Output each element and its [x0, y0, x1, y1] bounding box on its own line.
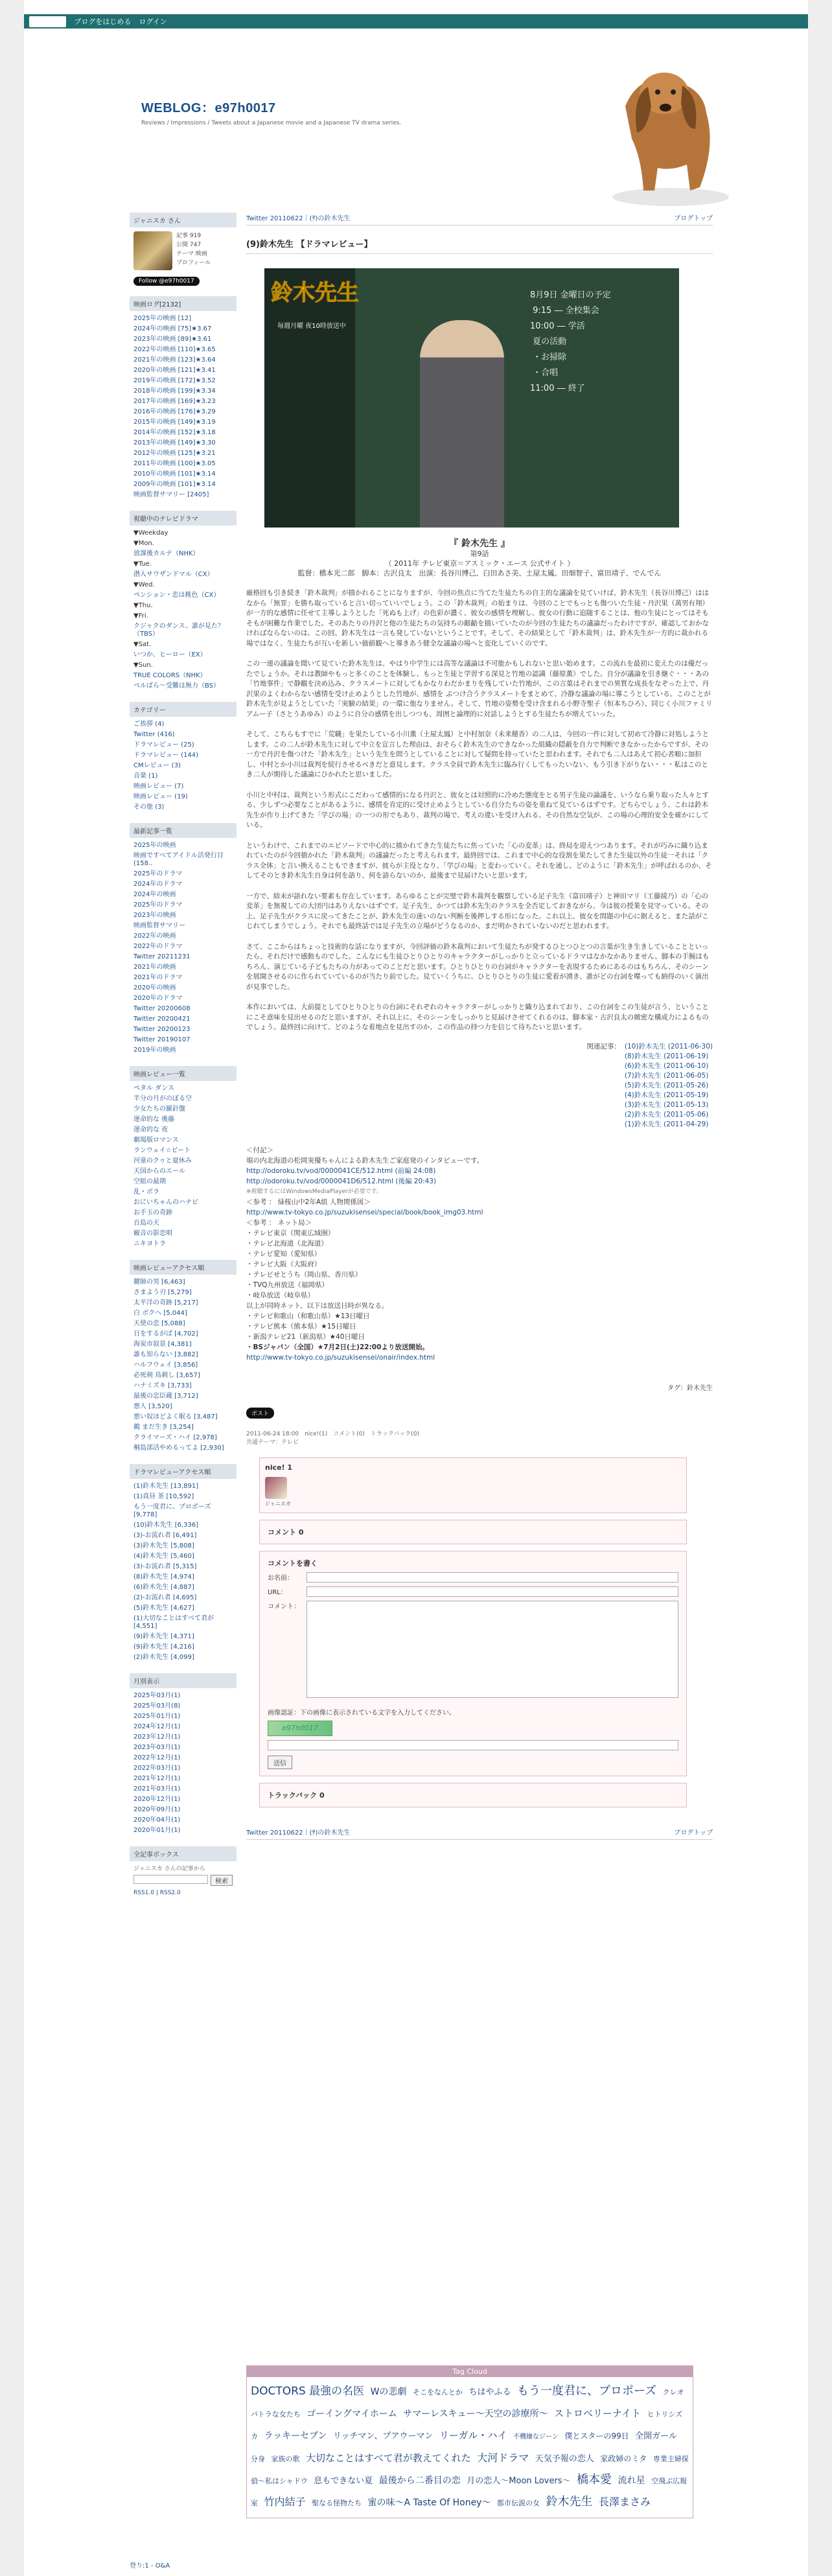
- start-blog-link[interactable]: ブログをはじめる: [74, 17, 132, 26]
- list-item[interactable]: (1)大切なことはすべて君が [4,551]: [133, 1615, 214, 1630]
- list-item[interactable]: Twitter 20200608: [133, 1005, 191, 1012]
- credits: [246, 539, 713, 578]
- appendix-line: ・BSジャパン（全国）★7月2日(土)22:00より放送開始。: [246, 1343, 429, 1351]
- related-link[interactable]: (5)鈴木先生 (2011-05-26): [624, 1081, 709, 1089]
- tag-link[interactable]: DOCTORS 最強の名医: [251, 2385, 365, 2398]
- appendix-line: 以上が同時ネット、以下は放送日時が異なる。: [246, 1301, 389, 1310]
- episode: 第9話: [470, 550, 489, 558]
- tag-link[interactable]: そこをなんとか: [412, 2388, 463, 2396]
- list-item[interactable]: 2009年の映画 [101]★3.14: [133, 481, 216, 488]
- archive-heading: 映画ログ[2132]: [130, 296, 237, 311]
- list-item[interactable]: 2011年の映画 [100]★3.05: [133, 460, 216, 467]
- twitter-follow-button[interactable]: Follow @e97h0017: [133, 277, 200, 286]
- staff-cast: 監督：橋本光二郎 脚本：古沢良太 出演：長谷川博己、臼田あさ美、土屋太鳳、田畑智子、富田靖子、でんでん: [297, 569, 662, 577]
- list-item[interactable]: 2022年12月(1): [133, 1754, 181, 1761]
- list-item[interactable]: 2024年のドラマ: [133, 881, 183, 888]
- tv-list: [130, 526, 237, 694]
- list-item[interactable]: 2025年の映画 [12]: [133, 315, 192, 322]
- list-item[interactable]: 2019年の映画 [172]★3.52: [133, 377, 216, 384]
- list-item[interactable]: 乱・ボラ: [133, 1189, 159, 1196]
- paragraph: 一方で、結末が語れない要素も存在しています。あらゆることが完璧で鈴木裁判を観察している足子先生（富田靖子）と神田マリ（工藤綾乃）の「心の変革」を無視しての大団円はありえないはずです。足子先生、かつては鈴木先生のクラスを全否定しておきながら、今は彼の授業を見守っている。その上、足子先生がクラスに戻ってきたことが、鈴木先生の迷いのない判断を後押しする形になった。これ以上、彼女を問題の中心に据えると、また話がこじれてしまうでしょう。それでも最終話では足子先生の立場がどうなるのか、まだ明かされていないのだと思われます。: [246, 892, 709, 930]
- related-link[interactable]: (3)鈴木先生 (2011-05-13): [624, 1100, 709, 1109]
- dachshund-illustration: [586, 35, 748, 216]
- list-item[interactable]: 2025年のドラマ: [133, 901, 183, 909]
- list-item[interactable]: ニキヨトラ: [133, 1240, 166, 1247]
- appendix-link[interactable]: http://www.tv-tokyo.co.jp/suzukisensei/special/book/book_img03.html: [246, 1208, 483, 1216]
- trackback-box: [259, 1783, 687, 1807]
- list-item[interactable]: 2023年03月(1): [133, 1744, 181, 1751]
- blog-description: Reviews / Impressions / Tweets about a Japanese movie and a Japanese TV drama series.: [141, 120, 402, 126]
- list-item[interactable]: (1)真昼 茶 [10,592]: [133, 1493, 194, 1500]
- broadcast-info[interactable]: （ 2011年 テレビ東京＝アスミック・エース 公式サイト ）: [384, 559, 575, 568]
- list-item[interactable]: 2024年の映画: [133, 891, 176, 898]
- related-link[interactable]: (1)鈴木先生 (2011-04-29): [624, 1120, 709, 1128]
- list-item[interactable]: 2021年のドラマ: [133, 974, 183, 981]
- related-link[interactable]: (10)鈴木先生 (2011-06-30): [624, 1042, 713, 1050]
- drama-list: [130, 1479, 237, 1665]
- list-item[interactable]: 劇場版ロマンス: [133, 1137, 179, 1144]
- list-item[interactable]: (10)鈴木先生 [6,336]: [133, 1522, 199, 1529]
- list-item[interactable]: Twitter 20200421: [133, 1015, 191, 1023]
- list-item[interactable]: 映画ですべてアイドル活発行目(158..: [133, 852, 224, 867]
- list-item[interactable]: 音楽 (1): [133, 772, 158, 780]
- tag-link[interactable]: Wの悲劇: [370, 2387, 407, 2397]
- list-item[interactable]: 2025年03月(8): [133, 1702, 181, 1710]
- appendix-link[interactable]: http://odoroku.tv/vod/0000041CE/512.html (前編 24:08): [246, 1166, 436, 1175]
- list-item: ▼Tue.: [133, 561, 152, 568]
- list-item[interactable]: さまよう刃 [5,279]: [133, 1289, 192, 1296]
- list-item[interactable]: 2018年の映画 [199]★3.34: [133, 388, 216, 395]
- list-item[interactable]: 鵜 まだ生き [3,254]: [133, 1424, 194, 1431]
- related-link[interactable]: (8)鈴木先生 (2011-06-19): [624, 1052, 709, 1060]
- url-label: URL：: [268, 1589, 287, 1596]
- appendix-line: ・テレビせとうち（岡山県、香川県）: [246, 1270, 362, 1279]
- list-item[interactable]: 2021年の映画: [133, 964, 176, 971]
- airtime-text: 毎週月曜 夜10時放送中: [277, 323, 346, 330]
- list-item[interactable]: TRUE COLORS（NHK）: [133, 672, 207, 679]
- tag-link[interactable]: 家族の歌: [271, 2455, 300, 2463]
- list-item[interactable]: 映画レビュー (7): [133, 783, 184, 790]
- login-link[interactable]: ログイン: [139, 17, 167, 26]
- list-item[interactable]: おにいちゃんのハナビ: [133, 1199, 198, 1206]
- list-item[interactable]: 運命的な 夜: [133, 1126, 168, 1133]
- tag-link[interactable]: リーガル・ハイ: [439, 2430, 507, 2441]
- appendix-line: ・新潟テレビ21（新潟県）★40日曜日: [246, 1332, 365, 1341]
- tag-cloud-words: [247, 2377, 693, 2518]
- list-item[interactable]: 2016年の映画 [176]★3.29: [133, 408, 216, 415]
- comment-textarea[interactable]: [306, 1601, 678, 1698]
- list-item[interactable]: (2)-お流れ者 [4,695]: [133, 1594, 197, 1601]
- list-item[interactable]: 2021年の映画 [123]★3.64: [133, 356, 216, 364]
- prev-next-links[interactable]: Twitter 20110622｜(ｻ)の鈴木先生: [246, 215, 351, 222]
- sidebar: [130, 213, 237, 1899]
- recent-list: [130, 838, 237, 1058]
- list-item[interactable]: 天使の恋 [5,088]: [133, 1320, 185, 1327]
- list-item[interactable]: Twitter 20211231: [133, 953, 191, 960]
- appendix-line: ＜参考 ： 緑桜山中2年A組 人物関係図＞: [246, 1198, 371, 1206]
- list-item[interactable]: 2025年のドラマ: [133, 870, 183, 877]
- post-meta-line[interactable]: 共通テーマ：テレビ: [246, 1439, 299, 1446]
- list-item[interactable]: 鍵師の男 [6,463]: [133, 1279, 185, 1286]
- list-item[interactable]: ご挨拶 (4): [133, 721, 165, 728]
- list-item[interactable]: ペタル ダンス: [133, 1085, 174, 1092]
- tag-link[interactable]: 橋本愛: [577, 2473, 612, 2487]
- appendix-line: ・テレビ熊本（熊本県）★15日曜日: [246, 1322, 356, 1330]
- list-item: ▼Weekday: [133, 529, 168, 537]
- trackback-count: トラックバック 0: [268, 1791, 325, 1800]
- tag-link[interactable]: 聖なる怪物たち: [312, 2499, 362, 2507]
- tag-link[interactable]: 家政婦のミタ: [600, 2454, 647, 2463]
- nice-count: nice! 1: [265, 1463, 293, 1472]
- list-item[interactable]: (9)鈴木先生 [4,371]: [133, 1633, 194, 1640]
- access-list: [130, 1275, 237, 1456]
- list-item[interactable]: 2022年の映画 [110]★3.65: [133, 346, 216, 353]
- list-item[interactable]: ハルフウェイ [3,856]: [133, 1362, 198, 1369]
- blog-top-link[interactable]: ブログトップ: [674, 1829, 713, 1837]
- tag-cloud-heading: Tag Cloud: [247, 2366, 693, 2377]
- comment-form: [259, 1551, 687, 1776]
- profile-line: 公開 747: [176, 242, 202, 248]
- list-item[interactable]: 2023年の映画 [89]★3.61: [133, 336, 212, 343]
- appendix-link[interactable]: http://odoroku.tv/vod/0000041D6/512.html (後編 20:43): [246, 1177, 437, 1185]
- tag-link[interactable]: 専業主婦探偵～私はシャドウ: [251, 2455, 689, 2485]
- tweet-button[interactable]: ポスト: [246, 1408, 274, 1419]
- list-item[interactable]: 2024年12月(1): [133, 1723, 181, 1730]
- blog-title[interactable]: WEBLOG：e97h0017: [141, 101, 276, 115]
- tag-link[interactable]: 大河ドラマ: [477, 2452, 529, 2464]
- appendix-line: ＜参考 ： ネット局＞: [246, 1218, 312, 1227]
- nice-box: [259, 1457, 687, 1513]
- list-item[interactable]: もう一度君に、プロポーズ [9,778]: [133, 1503, 211, 1518]
- list-item[interactable]: 2024年の映画 [75]★3.67: [133, 325, 212, 332]
- list-item[interactable]: 空組の最期: [133, 1178, 166, 1185]
- comment-form-title: コメントを書く: [268, 1559, 318, 1568]
- list-item: ▼Sat.: [133, 641, 152, 648]
- main-content: [246, 213, 713, 1840]
- post-meta: [246, 1430, 713, 1447]
- blog-header: [141, 97, 660, 126]
- post-nav: [246, 213, 713, 226]
- list-item[interactable]: その他 (3): [133, 804, 165, 811]
- appendix-link[interactable]: http://www.tv-tokyo.co.jp/suzukisensei/onair/index.html: [246, 1353, 435, 1362]
- list-item[interactable]: (1)鈴木先生 [13,891]: [133, 1483, 199, 1490]
- list-item[interactable]: 必死剣 鳥刺し [3,657]: [133, 1372, 200, 1379]
- divider: [246, 253, 713, 254]
- list-item[interactable]: CMレビュー (3): [133, 762, 181, 769]
- list-item[interactable]: ランウェイ☆ビート: [133, 1147, 191, 1154]
- top-bar: [24, 14, 808, 29]
- blackboard-text: 8月9日 金曜日の予定 9:15 ― 全校集会 10:00 ― 学活 夏の活動 ・お掃除 ・合唱 11:00 ― 終了: [530, 290, 611, 393]
- rss-links[interactable]: RSS1.0 | RSS2.0: [133, 1890, 181, 1896]
- list-item[interactable]: 日をするがば [4,702]: [133, 1330, 198, 1338]
- captcha-input[interactable]: [268, 1740, 678, 1750]
- tag-link[interactable]: クレオパトラな女たち: [251, 2388, 684, 2419]
- captcha-image: e97h0017: [268, 1721, 332, 1736]
- url-field[interactable]: [306, 1586, 678, 1597]
- tag-link[interactable]: ゴーイングマイホーム: [306, 2409, 397, 2419]
- list-item[interactable]: 2023年の映画: [133, 912, 176, 919]
- list-item: ▼Thu.: [133, 602, 153, 609]
- list-item[interactable]: Twitter (416): [133, 731, 175, 738]
- related-link[interactable]: (4)鈴木先生 (2011-05-19): [624, 1091, 709, 1099]
- search-heading: 全記事ボックス: [130, 1846, 237, 1861]
- list-item[interactable]: 2020年04月(1): [133, 1816, 181, 1824]
- name-label: お名前：: [268, 1575, 294, 1582]
- appendix-line: ・テレビ北海道（北海道）: [246, 1239, 328, 1247]
- list-item[interactable]: 映画監督サマリー [2405]: [133, 491, 209, 498]
- paragraph: この一連の議論を聞いて見ていた鈴木先生は、やはり中学生には高等な議論は不可能かもしれないと思い始めます。この流れを最初に変えたのは優だったでしょうか。それは教師やもっと多くのことを体験し、もっと生徒と学習する深見と竹地の認識（藤原薫）でした。自分が議論を引き継ぐ・・・あの「竹地事件」で静観を決め込み、クラスメートに対してもかなりわだかまりを残していた竹地が、この言葉はそれまでの異質な成長をなぞった上で、丹沢果のよくわからない感情を受け止めようとした竹地が、感情を ぶつけ合うクラスメートをまとめて、冷静な議論の場に導こうとしている。このことが鈴木先生が見ようとしていた「実験の結果」の一環に他なりません。そして、竹地の姿勢を受け含まれる小野寺聖子（恒本ちひろ）、同じく小川ファミリアムー子（さとうあゆみ）のように自分の感情を出しつつも、周囲と論理的に対話しようとする生徒たちが増えていった。: [246, 660, 713, 718]
- list-item[interactable]: ドラマレビュー (144): [133, 752, 199, 759]
- month-list: [130, 1688, 237, 1839]
- list-item[interactable]: 2020年の映画: [133, 984, 176, 992]
- list-item: ▼Mon.: [133, 540, 154, 547]
- tag-link[interactable]: ラッキーセブン: [264, 2431, 327, 2441]
- name-field[interactable]: [306, 1572, 678, 1583]
- list-item[interactable]: 2020年の映画 [121]★3.41: [133, 367, 216, 374]
- category-list: [130, 717, 237, 815]
- list-item[interactable]: ハナミズキ [3,733]: [133, 1382, 192, 1389]
- list-item[interactable]: 2014年の映画 [152]★3.18: [133, 429, 216, 436]
- tag-link[interactable]: 空飛ぶ広報室: [251, 2477, 688, 2507]
- tag-link[interactable]: 僕とスターの99日: [564, 2431, 629, 2441]
- list-item[interactable]: 放課後カルテ（NHK）: [133, 550, 200, 557]
- list-item[interactable]: ベルばら～受難は無力（BS）: [133, 682, 220, 690]
- search-description: ジャニスカ さんの記事から: [133, 1866, 205, 1872]
- list-item[interactable]: 悪人 [3,520]: [133, 1403, 172, 1410]
- tag-link[interactable]: リッチマン、プアウーマン: [332, 2431, 433, 2441]
- list-item[interactable]: 2021年12月(1): [133, 1775, 181, 1782]
- drama-logo: 鈴木先生: [271, 280, 359, 306]
- tag-link[interactable]: 蜜の味～A Taste Of Honey～: [367, 2498, 491, 2508]
- access-heading: 映画レビューアクセス順: [130, 1260, 237, 1275]
- list-item[interactable]: 少女たちの羅針盤: [133, 1106, 185, 1113]
- profile-box: [130, 227, 237, 274]
- list-item[interactable]: (3)-お流れ者 [6,491]: [133, 1532, 197, 1539]
- tag-line[interactable]: タグ：鈴木先生: [667, 1384, 713, 1392]
- list-item[interactable]: 2020年のドラマ: [133, 995, 183, 1002]
- paragraph: 本作においては、大前提としてひとりひとりの台詞にそれぞれのキャラクターがしっかりと織り込まれており、この台詞をこの生徒が言う、ということにこそ意味を見出せるのだと思いますが、それ以上に、そのシーンをしっかりと見届けさせてくれるのは、脚本家・古沢良太の緻密な構成力によるものでしょう。最終回に向けて、どのような着地点を見出すのか、この作品の持つ力を信じて待ちたいと思います。: [246, 1003, 709, 1031]
- related-link[interactable]: (6)鈴木先生 (2011-06-10): [624, 1062, 709, 1070]
- tag-link[interactable]: 全開ガール: [635, 2431, 677, 2441]
- profile-heading: ジャニスカ さん: [130, 213, 237, 227]
- appendix-line: 堀の内北海道の松岡実優ちゃんによる鈴木先生ご家庭発のインタビューです。: [246, 1156, 484, 1165]
- comments-count: コメント 0: [268, 1527, 304, 1537]
- post-title[interactable]: (9)鈴木先生 【ドラマレビュー】: [246, 240, 373, 249]
- list-item[interactable]: 2022年のドラマ: [133, 943, 183, 950]
- archive-list: [130, 311, 237, 503]
- tag-link[interactable]: 天気予報の恋人: [535, 2454, 594, 2464]
- search-input[interactable]: [133, 1875, 208, 1884]
- list-item[interactable]: 2017年の映画 [169]★3.23: [133, 398, 216, 405]
- recent-heading: 最新記事一覧: [130, 823, 237, 838]
- prev-next-links[interactable]: Twitter 20110622｜(ｻ)の鈴木先生: [246, 1829, 351, 1837]
- footer-links[interactable]: 登り:1 - O&A: [130, 2562, 170, 2570]
- captcha-description: 画像認証：下の画像に表示されている文字を入力してください。: [268, 1709, 456, 1717]
- tag-link[interactable]: 月の恋人～Moon Lovers～: [467, 2476, 571, 2486]
- list-item[interactable]: 2021年03月(1): [133, 1785, 181, 1793]
- appendix: [246, 1145, 713, 1363]
- appendix-line: ＜付記＞: [246, 1146, 273, 1154]
- list-item[interactable]: 2020年12月(1): [133, 1796, 181, 1803]
- list-item[interactable]: ドラマレビュー (25): [133, 741, 194, 748]
- related-posts: [246, 1042, 713, 1130]
- list-item[interactable]: 太平洋の奇跡 [5,217]: [133, 1299, 198, 1306]
- list-item[interactable]: いつか、ヒーロー（EX）: [133, 651, 207, 658]
- list-item[interactable]: (3)鈴木先生 [5,808]: [133, 1542, 194, 1549]
- list-item[interactable]: (6)鈴木先生 [4,887]: [133, 1584, 194, 1591]
- paragraph: さて、ここからはちょっと技術的な話になりますが、今回評価の鈴木裁判において生徒たちが発するひとつひとつの言葉が生き生きしていることといったら、それだけで感動ものでした。こんなにも生徒ひとりひとりのキャラクターがしっかりと立っているドラマはなかなかありません。脚本の手腕はもちろん、演じている子どもたちの力があってのことだと思います。ひとりひとりの台詞がキャラクターを表現するためにあるのはもちろん、そのシーンを展開させるのに作られていているのが当たり前でした。見ていくうちに、ひとりひとりの生徒に愛着が湧き、誰がどの台詞を喋っても納得のいく演出が見事でした。: [246, 942, 710, 991]
- tag-cloud: [246, 2365, 693, 2518]
- list-item[interactable]: 百島の天: [133, 1220, 159, 1227]
- appendix-line: ・岐阜放送（岐阜県）: [246, 1291, 314, 1299]
- list-item: ▼Fri.: [133, 612, 148, 620]
- list-item[interactable]: 2020年01月(1): [133, 1827, 181, 1834]
- submit-button[interactable]: 送信: [268, 1756, 292, 1769]
- paragraph: 厳格回も引き続き「鈴木裁判」が描かれることになりますが、今回の焦点に当てた生徒たちの自主的な議論を見ていけば、鈴木先生（長谷川博己）ははなから「無罪」を勝ち取っていると言い切っていいでしょう。この「鈴木裁判」の始まりは、今回のことでもっとも傷ついた生徒・丹沢果（萬男有翔）が一方的な感情に任せて主導しようとした「死ぬも上げ」の色彩が濃く、彼女の感情を理解し、彼女の行動に追随することは、他の生徒にとってはそもそもが困難な作業でした。そのあたりの丹沢と他の生徒たちの気持ちの齟齬を描いていたのが今回の生徒たちの議論だったわけですが、確認しておかなければならないのは、この回、鈴木先生は一言も発していないということです。そして、その結果として「鈴木裁判」は、鈴木先生が一方的に裁かれる場ではなく、生徒たちが互いを新しい価値観へと導きあう健全な議論の場へと変化していくのです。: [246, 589, 709, 647]
- teacher-figure: [420, 320, 504, 528]
- tag-link[interactable]: 流れ星: [618, 2476, 645, 2486]
- list-item[interactable]: 2012年の映画 [125]★3.21: [133, 450, 216, 457]
- list-item[interactable]: クジャクのダンス、誰が見た？（TBS）: [133, 623, 224, 638]
- list-item[interactable]: 観音の影恋唄: [133, 1230, 172, 1237]
- review-heading: 映画レビュー一覧: [130, 1066, 237, 1081]
- month-heading: 月別表示: [130, 1673, 237, 1688]
- list-item[interactable]: Twitter 20190107: [133, 1036, 191, 1043]
- list-item[interactable]: 誰も知らない [3,882]: [133, 1351, 198, 1358]
- list-item[interactable]: 2025年03月(1): [133, 1692, 181, 1699]
- list-item[interactable]: 2020年09月(1): [133, 1806, 181, 1813]
- avatar[interactable]: [133, 231, 172, 270]
- tag-link[interactable]: 不機嫌なジーン: [513, 2433, 559, 2441]
- tag-link[interactable]: 長澤まさみ: [598, 2496, 651, 2508]
- nice-user-avatar[interactable]: [265, 1477, 287, 1499]
- review-list: [130, 1081, 237, 1252]
- list-item[interactable]: 2022年03月(1): [133, 1765, 181, 1772]
- list-item[interactable]: 桐島部活やめるってよ [2,930]: [133, 1445, 224, 1452]
- post-nav-bottom: [246, 1827, 713, 1840]
- tag-link[interactable]: 大切なことはすべて君が教えてくれた: [306, 2452, 471, 2464]
- list-item[interactable]: (8)鈴木先生 [4,974]: [133, 1573, 194, 1581]
- tv-heading: 視聴中のテレビドラマ: [130, 511, 237, 526]
- tag-link[interactable]: 鈴木先生: [546, 2495, 593, 2509]
- list-item[interactable]: 海炭市叙景 [4,381]: [133, 1341, 192, 1348]
- list-item[interactable]: 2025年01月(1): [133, 1713, 181, 1720]
- tag-link[interactable]: ちはやふる: [468, 2387, 511, 2397]
- ss-blog-logo[interactable]: 55ブログ: [29, 16, 66, 27]
- blackboard: [355, 268, 679, 528]
- list-item[interactable]: 天国からのエール: [133, 1168, 185, 1175]
- related-link[interactable]: (7)鈴木先生 (2011-06-05): [624, 1071, 709, 1080]
- comment-label: コメント：: [268, 1603, 300, 1610]
- tag-link[interactable]: 息もできない夏: [314, 2476, 373, 2486]
- profile-line: テーマ 映画: [176, 251, 207, 257]
- nice-user-name[interactable]: ジャニスカ: [265, 1500, 291, 1507]
- list-item[interactable]: 悪い奴ほどよく眠る [3,487]: [133, 1413, 218, 1421]
- blog-top-link[interactable]: ブログトップ: [674, 215, 713, 222]
- profile-line[interactable]: 記事 919: [176, 233, 202, 239]
- profile-link[interactable]: プロフィール: [176, 260, 211, 266]
- drama-heading: ドラマレビューアクセス順: [130, 1464, 237, 1479]
- category-heading: カテゴリー: [130, 702, 237, 717]
- post-meta-line[interactable]: 2011-06-24 18:00 nice!(1) コメント(0) トラックバック(0): [246, 1430, 419, 1437]
- tag-link[interactable]: 都市伝説の女: [496, 2499, 540, 2507]
- tag-link[interactable]: 分身: [251, 2455, 265, 2463]
- appendix-line: ・テレビ東京（関東広域圏）: [246, 1229, 335, 1237]
- tag-link[interactable]: 最後から二番目の恋: [378, 2476, 461, 2486]
- appendix-line: ・テレビ大阪（大阪府）: [246, 1260, 321, 1268]
- paragraph: というわけで、これまでのエピソードで中心的に描かれてきた生徒たちに焦っていた「心の変革」は、終局を迎えつつあります。それが巧みに織り込まれていたのが今回描かれた「鈴木裁判」の議論だったと考えられます。最終回では、これまで中心的な役割を果たしてきた生徒以外の生徒一それは「クラス全体」と言い換えることもできますが、彼らが主役となり、「学びの場」と変わっていく。それを通し、どのように「鈴木先生」が呼ばれるのか、そしてそのとき鈴木先生自身は何を語り、何を語らないのか、最後まで見届けたいと思います。: [246, 841, 712, 879]
- appendix-line: ・テレビ和歌山（和歌山県）★13日曜日: [246, 1312, 370, 1320]
- list-item[interactable]: 潜入サウザンドマル（CX）: [133, 571, 214, 578]
- list-item[interactable]: (2)鈴木先生 [4,099]: [133, 1654, 194, 1661]
- list-item[interactable]: 2025年の映画: [133, 842, 176, 849]
- list-item[interactable]: ペンション・恋は桃色（CX）: [133, 592, 220, 599]
- related-link[interactable]: (2)鈴木先生 (2011-05-06): [624, 1110, 709, 1119]
- list-item[interactable]: お手玉の奇跡: [133, 1209, 172, 1216]
- related-label: 関連記事：: [586, 1042, 621, 1050]
- tag-link[interactable]: 竹内結子: [264, 2496, 306, 2508]
- list-item[interactable]: 最後の忠臣蔵 [3,712]: [133, 1393, 198, 1400]
- list-item[interactable]: 映画レビュー (19): [133, 793, 188, 800]
- appendix-line: ・テレビ愛知（愛知県）: [246, 1249, 321, 1258]
- list-item[interactable]: Twitter 20200123: [133, 1026, 191, 1033]
- search-button[interactable]: 検索: [211, 1875, 233, 1886]
- drama-title: 『 鈴木先生 』: [449, 539, 510, 549]
- appendix-line: ※視聴するにはWindowsMediaPlayerが必要です。: [246, 1188, 383, 1195]
- list-item[interactable]: (4)鈴木先生 [5,460]: [133, 1553, 194, 1560]
- list-item[interactable]: 半分の月がのぼる空: [133, 1095, 192, 1102]
- tag-link[interactable]: サマーレスキュー～天空の診療所～: [403, 2409, 548, 2419]
- list-item[interactable]: (5)鈴木先生 [4,627]: [133, 1605, 194, 1612]
- list-item[interactable]: 白 ボクへ [5,044]: [133, 1310, 187, 1317]
- list-item[interactable]: 2013年の映画 [149]★3.30: [133, 439, 216, 447]
- list-item[interactable]: (3)-お流れ者 [5,315]: [133, 1563, 197, 1570]
- list-item[interactable]: 2010年の映画 [101]★3.14: [133, 470, 216, 478]
- list-item[interactable]: 映画監督サマリー: [133, 922, 185, 929]
- search-box: [130, 1861, 237, 1899]
- paragraph: そして、こちらもすでに「荒職」を果たしている小川薫（土屋太鳳）と中村加奈（未来穂香）の二人は、今回の一件に対して初めて冷静に対処しようとします。この二人が鈴木先生に対して中立を宣言した理由は、おそらく鈴木先生のできなかった組織の隠蔽を自力で判断できなかったからですが、その一方で丹沢を傷つけた「鈴木先生」という先生を問うとしていることに対して疑問を持っていたと思われます。それでも二人はあえて初心者順に加担し、中村とか小川は裁判を続行させるべきだと意見します。クラス全員で鈴木先生に臨み行くしてもったいない、もう引き下がりない・・・私はこのとき二人が期待した議論にひかれたと思いました。: [246, 730, 710, 778]
- list-item: ▼Sun.: [133, 662, 153, 669]
- list-item[interactable]: 河童のクゥと夏休み: [133, 1157, 192, 1165]
- appendix-line: ・TVQ九州放送（福岡県）: [246, 1281, 329, 1289]
- tag-link[interactable]: もう一度君に、プロポーズ: [516, 2384, 657, 2398]
- drama-key-visual: [264, 268, 679, 528]
- list-item[interactable]: (9)鈴木先生 [4,216]: [133, 1643, 194, 1651]
- list-item: ▼Wed.: [133, 581, 155, 588]
- tag-link[interactable]: ヒトリシズカ: [251, 2410, 683, 2441]
- list-item[interactable]: 2022年の映画: [133, 933, 176, 940]
- list-item[interactable]: 2019年の映画: [133, 1047, 176, 1054]
- tag-link[interactable]: ストロベリーナイト: [554, 2408, 641, 2419]
- list-item[interactable]: 運命的な 後藤: [133, 1116, 175, 1123]
- list-item[interactable]: 2023年12月(1): [133, 1734, 181, 1741]
- comments-box: [259, 1520, 687, 1544]
- list-item[interactable]: 2015年の映画 [149]★3.19: [133, 419, 216, 426]
- post-body: [246, 588, 713, 1033]
- list-item[interactable]: クライマーズ・ハイ [2,978]: [133, 1434, 217, 1441]
- paragraph: 小川と中村は、裁判という形式にこだわって感情的になる丹沢と、彼女とは対照的に冷めた態度をとる男子生徒の論議を、いうなら乗り取った人々とする、少しずつ必要なことがあるように、感情を肯定的に受け止めようとしている自分たちの姿を重ねて見ているはずです。どちらでしょう、これは鈴木先生が作り上げてきた「学びの場」の一つの形でもあり、裁判の場で、考えの違いを受け入れる、その自然な空気が、この場の心理的安全を確かにしている。: [246, 791, 709, 829]
